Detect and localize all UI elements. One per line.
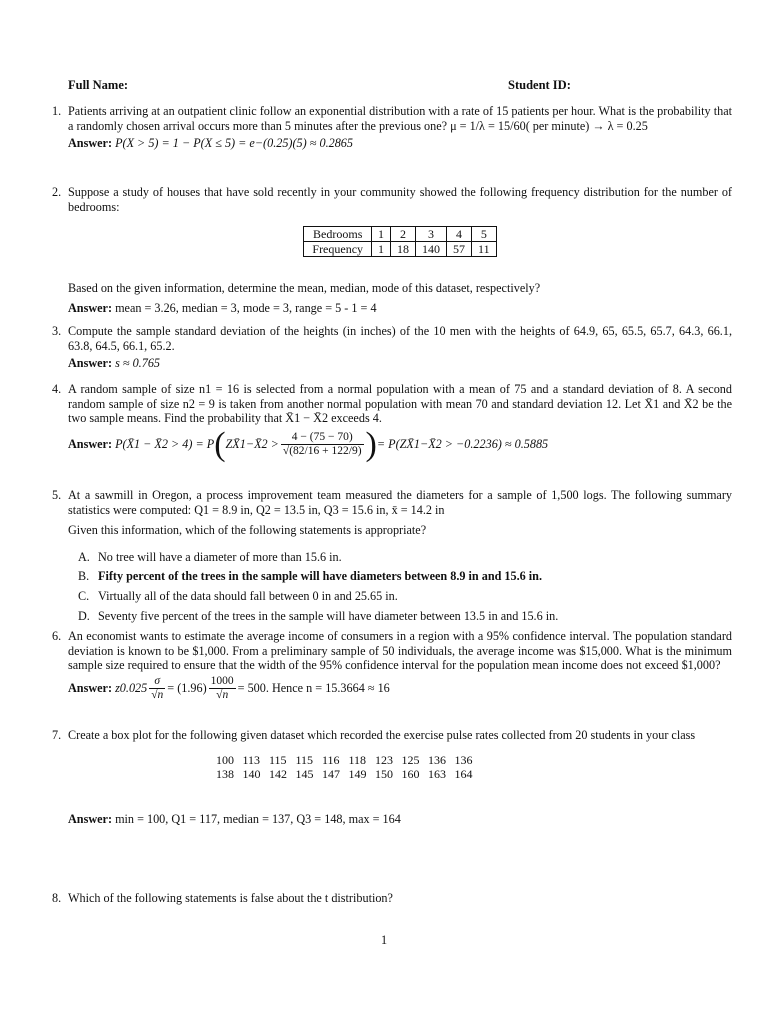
question-1	[52, 104, 732, 151]
table-cell: 57	[447, 242, 472, 257]
question-text-2: Given this information, which of the following statements is appropriate?	[68, 523, 427, 538]
question-2	[52, 185, 732, 315]
question-3	[52, 324, 732, 371]
fraction-2: $\frac{1000}{√n}$	[210, 674, 234, 701]
option-d: D. Seventy five percent of the trees in the sample will have diameter between 13.5 in and 15.6 in.	[78, 608, 559, 623]
den-term-2: 122	[331, 445, 349, 458]
answer	[68, 675, 732, 702]
data-row-1	[216, 753, 732, 768]
answer-mid: = (1.96)	[167, 680, 207, 695]
data-cell: 145	[295, 767, 314, 782]
question-text: At a sawmill in Oregon, a process improvement team measured the diameters for a sample of 1,500 logs. The following summary statistics were computed: Q1 = 8.9 in, Q2 = 13.5 in, Q3 = 15.6 in, x̄ = 14.2 in	[68, 488, 732, 517]
answer	[68, 812, 732, 827]
data-row-2	[216, 767, 732, 782]
question-text-2: Based on the given information, determine the mean, median, mode of this dataset, respectively?	[68, 281, 541, 296]
question-number: 4.	[52, 382, 62, 396]
answer	[68, 301, 732, 316]
question-number: 5.	[52, 488, 62, 502]
full-name-label: Full Name:	[68, 78, 129, 92]
fraction-numerator: 4 − (75 − 70)	[281, 431, 364, 445]
table-cell: 18	[391, 242, 416, 257]
table-header-cell: Bedrooms	[304, 227, 372, 242]
answer-label: Answer:	[68, 680, 113, 695]
data-cell: 149	[348, 767, 367, 782]
question-text: Which of the following statements is false about the t distribution?	[68, 891, 393, 905]
question-text: An economist wants to estimate the average income of consumers in a region with a 95% confidence interval. The population standard deviation is known to be $1,000. From a preliminary sample of 50 individuals, the average income was $15,000. What is the minimum sample size required to ensure that the width of the 95% confidence interval for the population mean income does not exceed $1,000?	[68, 629, 732, 673]
data-cell: 136	[454, 752, 473, 767]
fraction-1: $\frac{\sigma}{√n}$	[151, 674, 164, 701]
data-cell: 115	[269, 752, 287, 767]
data-cell: 113	[242, 752, 261, 767]
question-text: A random sample of size n1 = 16 is selected from a normal population with a mean of 75 and a standard deviation of 8. A second random sample of size n2 = 9 is taken from another normal population with mean 70 and standard deviation 12. Let X̄1 and X̄2 be the two sample means. Find the probability that X̄1 − X̄2 exceeds 4.	[68, 382, 732, 426]
options-list	[68, 550, 732, 623]
data-cell: 136	[428, 752, 446, 767]
answer	[68, 425, 732, 463]
data-cell: 150	[375, 767, 393, 782]
answer-text: mean = 3.26, median = 3, mode = 3, range = 5 - 1 = 4	[115, 300, 377, 315]
table-cell: 5	[472, 227, 497, 242]
data-cell: 164	[454, 767, 473, 782]
den-term-1: 82	[293, 445, 305, 458]
answer-z: z0.025	[115, 680, 148, 695]
option-a: A. No tree will have a diameter of more than 15.6 in.	[78, 549, 342, 564]
question-number: 1.	[52, 104, 62, 118]
data-cell: 138	[216, 767, 234, 782]
data-cell: 140	[242, 767, 261, 782]
frequency-table	[303, 226, 496, 257]
left-paren: (	[214, 425, 226, 463]
question-text: Create a box plot for the following given dataset which recorded the exercise pulse rates collected from 20 students in your class	[68, 728, 696, 742]
answer-label: Answer:	[68, 811, 113, 826]
student-id-label: Student ID:	[508, 78, 571, 92]
answer-rhs: = P(ZX̄1−X̄2 > −0.2236) ≈ 0.5885	[376, 437, 549, 452]
pulse-data-grid	[216, 753, 732, 782]
table-cell: 4	[447, 227, 472, 242]
fraction-denominator: √(82/16 + 122/9)	[282, 445, 362, 458]
question-text: Suppose a study of houses that have sold recently in your community showed the following frequency distribution for the number of bedrooms:	[68, 185, 732, 214]
answer-lhs: P(X̄1 − X̄2 > 4) = P	[115, 437, 215, 452]
question-text: Patients arriving at an outpatient clinic follow an exponential distribution with a rate of 15 patients per hour. What is the probability that a randomly chosen arrival occurs more than 5 minutes after the previous one? μ = 1/λ = 15/60( per minute) → λ = 0.25	[68, 104, 732, 133]
data-cell: 115	[295, 752, 314, 767]
question-number: 2.	[52, 185, 62, 199]
question-6	[52, 629, 732, 702]
answer-text: s ≈ 0.765	[115, 356, 161, 371]
answer-label: Answer:	[68, 437, 113, 452]
table-row	[304, 227, 496, 242]
table-header-cell: Frequency	[304, 242, 372, 257]
table-cell: 11	[472, 242, 497, 257]
answer	[68, 136, 732, 151]
answer	[68, 356, 732, 371]
data-cell: 100	[216, 752, 234, 767]
question-number: 6.	[52, 629, 62, 643]
data-cell: 160	[401, 767, 420, 782]
table-cell: 1	[372, 227, 391, 242]
data-cell: 163	[428, 767, 446, 782]
table-cell: 3	[416, 227, 447, 242]
answer-fraction	[281, 431, 364, 458]
answer-label: Answer:	[68, 356, 113, 371]
question-number: 7.	[52, 728, 62, 742]
den-term-2b: 9	[351, 445, 358, 458]
answer-z: ZX̄1−X̄2 >	[225, 437, 279, 452]
data-cell: 125	[401, 752, 420, 767]
option-c: C. Virtually all of the data should fall between 0 in and 25.65 in.	[78, 588, 398, 603]
option-b: B. Fifty percent of the trees in the sample will have diameters between 8.9 in and 15.6 in.	[78, 569, 543, 584]
question-text: Compute the sample standard deviation of the heights (in inches) of the 10 men with the heights of 64.9, 65, 65.5, 65.7, 64.3, 66.1, 63.8, 64.5, 66.1, 65.2.	[68, 324, 732, 353]
question-number: 8.	[52, 891, 62, 905]
answer-label: Answer:	[68, 300, 113, 315]
question-5	[52, 488, 732, 628]
data-cell: 147	[322, 767, 340, 782]
question-8	[52, 891, 732, 906]
question-number: 3.	[52, 324, 62, 338]
den-term-1b: 16	[307, 445, 320, 458]
page-number: 1	[380, 933, 388, 947]
answer-text: min = 100, Q1 = 117, median = 137, Q3 = 148, max = 164	[115, 811, 401, 826]
table-cell: 1	[372, 242, 391, 257]
answer-text: P(X > 5) = 1 − P(X ≤ 5) = e−(0.25)(5) ≈ 0.2865	[115, 136, 353, 151]
answer-rhs: = 500. Hence n = 15.3664 ≈ 16	[237, 680, 390, 695]
question-4	[52, 382, 732, 463]
table-cell: 140	[416, 242, 447, 257]
answer-label: Answer:	[68, 136, 113, 151]
question-7	[52, 728, 732, 826]
data-cell: 123	[375, 752, 393, 767]
table-cell: 2	[391, 227, 416, 242]
table-row	[304, 242, 496, 257]
data-cell: 116	[322, 752, 340, 767]
right-paren: )	[365, 425, 377, 463]
data-cell: 118	[348, 752, 367, 767]
data-cell: 142	[269, 767, 287, 782]
